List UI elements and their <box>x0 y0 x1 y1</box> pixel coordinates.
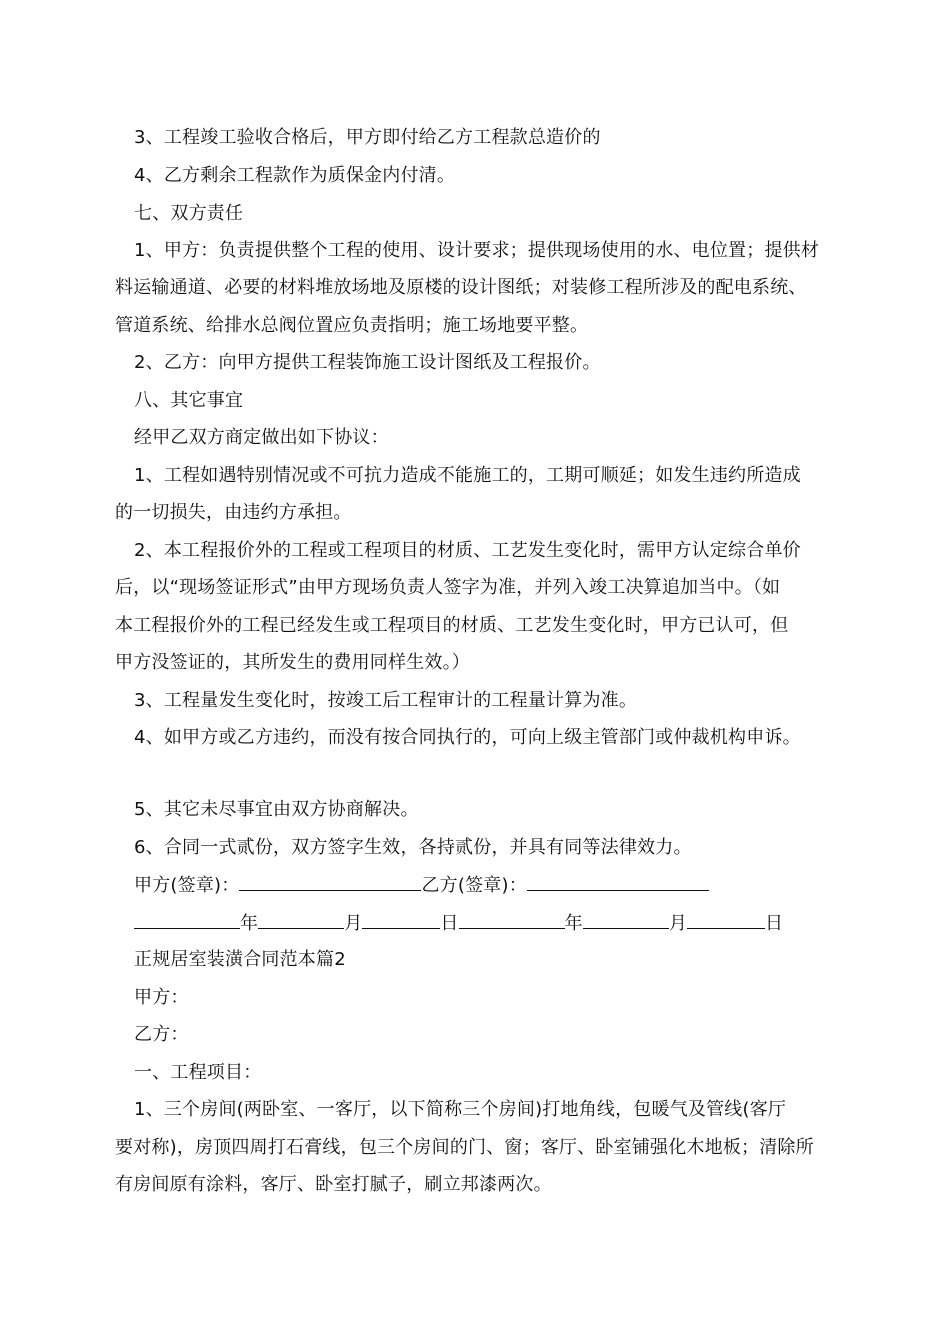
month-blank-b <box>583 910 669 929</box>
month-blank-a <box>258 910 344 929</box>
paragraph-price-change-line3: 本工程报价外的工程已经发生或工程项目的材质、工艺发生变化时，甲方已认可，但 <box>115 615 789 636</box>
year-blank-b <box>459 910 565 929</box>
year-label-a: 年 <box>240 913 259 934</box>
year-blank-a <box>134 910 240 929</box>
paragraph-other-negotiation: 5、其它未尽事宜由双方协商解决。 <box>134 799 419 820</box>
party-a-signature-blank <box>239 872 421 891</box>
paragraph-price-change-line2: 后，以“现场签证形式”由甲方现场负责人签字为准，并列入竣工决算追加当中。（如 <box>115 577 781 598</box>
paragraph-agreement-intro: 经甲乙双方商定做出如下协议： <box>134 427 389 448</box>
paragraph-party-a-duty-line2: 料运输通道、必要的材料堆放场地及原楼的设计图纸；对装修工程所涉及的配电系统、 <box>115 277 807 298</box>
paragraph-payment-4: 4、乙方剩余工程款作为质保金内付清。 <box>134 165 456 186</box>
paragraph-party-a-duty-line1: 1、甲方：负责提供整个工程的使用、设计要求；提供现场使用的水、电位置；提供材 <box>134 240 820 261</box>
signature-row <box>134 872 859 899</box>
paragraph-force-majeure-line1: 1、工程如遇特别情况或不可抗力造成不能施工的，工期可顺延；如发生违约所造成 <box>134 465 801 486</box>
day-label-b: 日 <box>765 913 784 934</box>
month-label-b: 月 <box>668 913 688 934</box>
day-label-a: 日 <box>440 913 459 934</box>
party-a-signature-label: 甲方(签章)： <box>134 875 240 896</box>
paragraph-payment-3: 3、工程竣工验收合格后，甲方即付给乙方工程款总造价的 <box>134 127 601 148</box>
paragraph-party-b-duty: 2、乙方：向甲方提供工程装饰施工设计图纸及工程报价。 <box>134 352 601 373</box>
heading-mutual-responsibility: 七、双方责任 <box>134 203 244 224</box>
heading-other-matters: 八、其它事宜 <box>134 390 244 411</box>
section2-title: 正规居室装潢合同范本篇2 <box>134 949 346 970</box>
section2-item-line3: 有房间原有涂料，客厅、卧室打腻子，刷立邦漆两次。 <box>115 1174 552 1195</box>
month-label-a: 月 <box>344 913 363 934</box>
section2-party-a: 甲方： <box>134 987 189 1008</box>
section2-item-line1: 1、三个房间(两卧室、一客厅，以下简称三个房间)打地角线，包暖气及管线(客厅 <box>134 1099 787 1120</box>
paragraph-party-a-duty-line3: 管道系统、给排水总阀位置应负责指明；施工场地要平整。 <box>115 315 589 336</box>
section2-item-heading: 一、工程项目： <box>134 1062 262 1083</box>
paragraph-price-change-line4: 甲方没签证的，其所发生的费用同样生效。） <box>115 652 470 673</box>
year-label-b: 年 <box>564 913 583 934</box>
day-blank-b <box>687 910 765 929</box>
section2-item-line2: 要对称)，房顶四周打石膏线，包三个房间的门、窗；客厅、卧室铺强化木地板；清除所 <box>115 1137 814 1158</box>
party-b-signature-blank <box>527 872 709 891</box>
paragraph-quantity-change: 3、工程量发生变化时，按竣工后工程审计的工程量计算为准。 <box>134 690 638 711</box>
date-row <box>134 910 859 937</box>
paragraph-price-change-line1: 2、本工程报价外的工程或工程项目的材质、工艺发生变化时，需甲方认定综合单价 <box>134 540 801 561</box>
day-blank-a <box>362 910 440 929</box>
section2-party-b: 乙方： <box>134 1024 189 1045</box>
paragraph-force-majeure-line2: 的一切损失，由违约方承担。 <box>115 502 352 523</box>
party-b-signature-label: 乙方(签章)： <box>421 875 527 896</box>
paragraph-copies: 6、合同一式贰份，双方签字生效，各持贰份，并具有同等法律效力。 <box>134 837 692 858</box>
paragraph-breach: 4、如甲方或乙方违约，而没有按合同执行的，可向上级主管部门或仲裁机构申诉。 <box>134 727 801 748</box>
